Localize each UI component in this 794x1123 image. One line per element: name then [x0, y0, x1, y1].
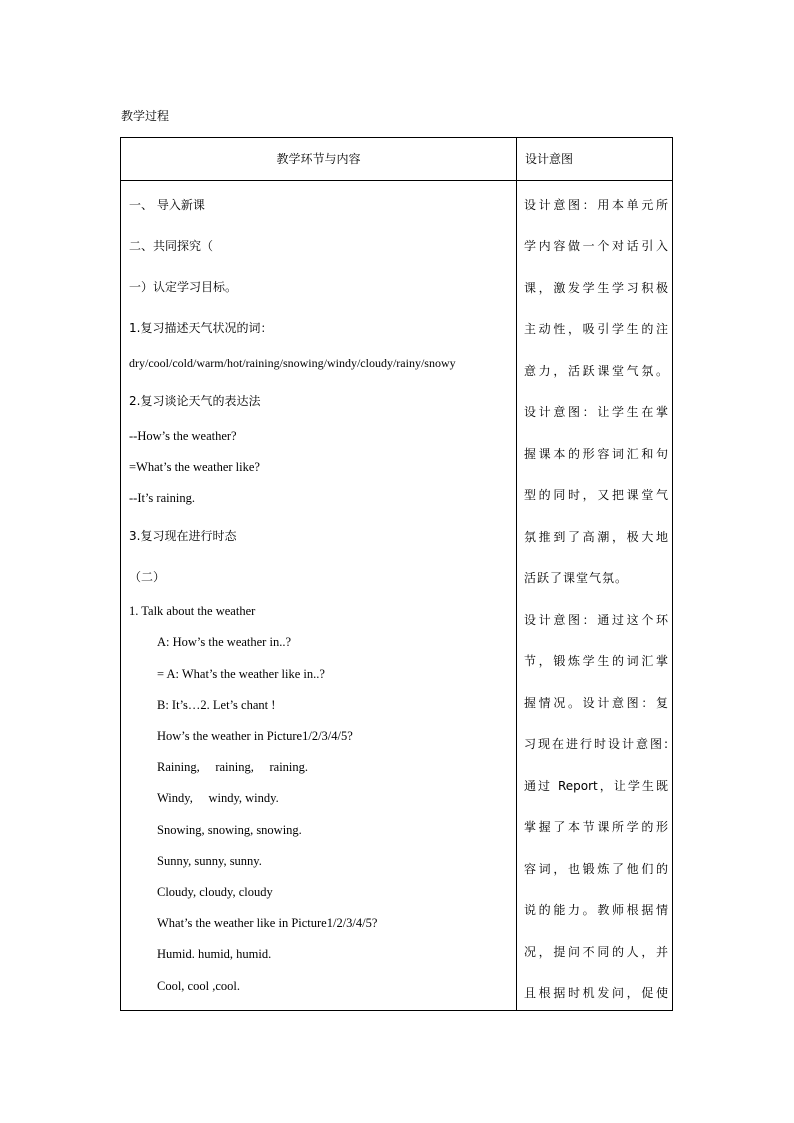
header-content-column: 教学环节与内容: [276, 152, 361, 166]
content-line: （二）: [129, 570, 166, 584]
intent-line: 设计意图：用本单元所: [524, 198, 668, 212]
content-line: 1.复习描述天气状况的词：: [129, 321, 273, 335]
intent-line: 握课本的形容词汇和句: [524, 447, 668, 461]
intent-line: 活跃了课堂气氛。: [524, 571, 629, 585]
content-line: Cloudy, cloudy, cloudy: [157, 885, 273, 899]
content-line: dry/cool/cold/warm/hot/raining/snowing/windy/cloudy/rainy/snowy: [129, 356, 456, 370]
intent-line: 且根据时机发问，促使: [524, 986, 668, 1000]
content-line: Cool, cool ,cool.: [157, 979, 240, 993]
content-line: How’s the weather in Picture1/2/3/4/5?: [157, 729, 353, 743]
intent-line: 课，激发学生学习积极: [524, 281, 668, 295]
intent-line: 氛推到了高潮，极大地: [524, 530, 668, 544]
content-line: 一、 导入新课: [129, 198, 205, 212]
content-line: Raining, raining, raining.: [157, 760, 309, 774]
intent-line: 设计意图：让学生在掌: [524, 405, 668, 419]
intent-line: 说的能力。教师根据情: [524, 903, 668, 917]
intent-line: 通过 Report，让学生既: [524, 779, 668, 793]
content-line: What’s the weather like in Picture1/2/3/4/5?: [157, 916, 378, 930]
content-line: 1. Talk about the weather: [129, 604, 256, 618]
intent-line: 设计意图：通过这个环: [524, 613, 668, 627]
section-heading: 教学过程: [121, 109, 170, 123]
content-line: B: It’s…2. Let’s chant !: [157, 698, 276, 712]
content-line: Sunny, sunny, sunny.: [157, 854, 262, 868]
intent-line: 况，提问不同的人，并: [524, 945, 668, 959]
intent-line: 意力，活跃课堂气氛。: [524, 364, 668, 378]
intent-line: 容词，也锻炼了他们的: [524, 862, 668, 876]
teaching-process-table: [120, 137, 673, 1011]
content-line: =What’s the weather like?: [129, 460, 260, 474]
content-line: Humid. humid, humid.: [157, 947, 272, 961]
intent-line: 学内容做一个对话引入: [524, 239, 668, 253]
content-line: 3.复习现在进行时态: [129, 529, 237, 543]
content-line: Snowing, snowing, snowing.: [157, 823, 302, 837]
content-line: Windy, windy, windy.: [157, 791, 279, 805]
content-line: --It’s raining.: [129, 491, 195, 505]
intent-line: 握情况。设计意图：复: [524, 696, 668, 710]
column-divider: [516, 138, 517, 1010]
intent-line: 主动性，吸引学生的注: [524, 322, 668, 336]
header-design-intent: 设计意图: [525, 152, 574, 166]
intent-line: 型的同时，又把课堂气: [524, 488, 668, 502]
content-line: A: How’s the weather in..?: [157, 635, 291, 649]
content-line: --How’s the weather?: [129, 429, 237, 443]
content-line: 2.复习谈论天气的表达法: [129, 394, 261, 408]
intent-line: 掌握了本节课所学的形: [524, 820, 668, 834]
content-line: 二、共同探究（: [129, 239, 214, 253]
intent-line: 习现在进行时设计意图:: [524, 737, 668, 751]
intent-line: 节，锻炼学生的词汇掌: [524, 654, 668, 668]
header-divider: [121, 180, 672, 181]
content-line: = A: What’s the weather like in..?: [157, 667, 325, 681]
content-line: 一）认定学习目标。: [129, 280, 238, 294]
